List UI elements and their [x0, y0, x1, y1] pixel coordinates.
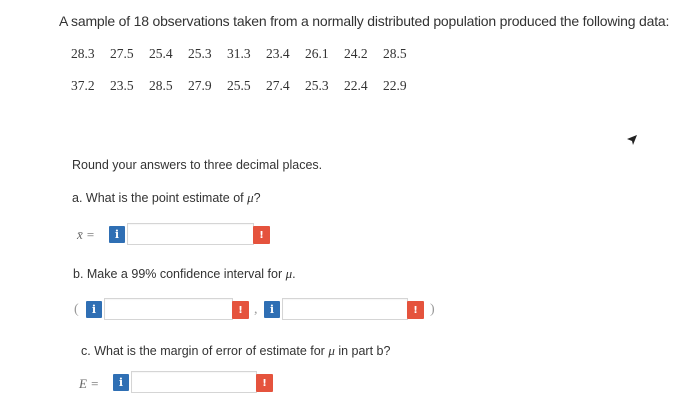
open-paren: (	[74, 302, 79, 317]
data-row-2	[71, 78, 422, 94]
data-value: 28.5	[383, 46, 407, 61]
data-value: 31.3	[227, 46, 251, 61]
warning-icon: !	[232, 301, 249, 319]
close-paren: )	[430, 302, 435, 317]
data-value: 22.4	[344, 78, 368, 93]
data-value: 25.3	[188, 46, 212, 61]
ci-upper-input[interactable]	[282, 298, 408, 320]
data-value: 25.4	[149, 46, 173, 61]
question-b-suffix: .	[292, 267, 296, 281]
question-c-label: c. What is the margin of error of estimate for	[81, 344, 329, 358]
data-value: 26.1	[305, 46, 329, 61]
info-icon[interactable]: i	[86, 301, 102, 318]
info-icon[interactable]: i	[109, 226, 125, 243]
mu-symbol: μ	[247, 190, 254, 205]
data-value: 37.2	[71, 78, 95, 93]
question-a-suffix: ?	[253, 191, 261, 205]
data-value: 23.4	[266, 46, 290, 61]
xbar-label: x̄ =	[77, 227, 95, 242]
info-icon[interactable]: i	[113, 374, 129, 391]
question-c	[81, 343, 390, 359]
xbar-input[interactable]	[127, 223, 254, 245]
data-value: 27.9	[188, 78, 212, 93]
info-icon[interactable]: i	[264, 301, 280, 318]
data-value: 24.2	[344, 46, 368, 61]
data-value: 28.5	[149, 78, 173, 93]
mouse-cursor-icon	[626, 134, 638, 146]
data-value: 27.5	[110, 46, 134, 61]
warning-icon: !	[253, 226, 270, 244]
data-value: 25.3	[305, 78, 329, 93]
data-value: 22.9	[383, 78, 407, 93]
data-value: 25.5	[227, 78, 251, 93]
margin-label: E =	[79, 376, 99, 391]
data-value: 27.4	[266, 78, 290, 93]
question-a-label: a. What is the point estimate of	[72, 191, 248, 205]
ci-lower-input[interactable]	[104, 298, 233, 320]
question-c-suffix: in part b?	[334, 344, 391, 358]
problem-intro: A sample of 18 observations taken from a normally distributed population produced the following data:	[59, 13, 670, 29]
warning-icon: !	[256, 374, 273, 392]
mu-symbol: μ	[328, 343, 335, 358]
mu-symbol: μ	[285, 266, 293, 281]
round-instruction: Round your answers to three decimal places.	[72, 158, 323, 172]
question-b	[73, 266, 296, 282]
interval-comma: ,	[254, 302, 258, 317]
question-b-label: b. Make a 99% confidence interval for	[73, 267, 286, 281]
data-value: 28.3	[71, 46, 95, 61]
warning-icon: !	[407, 301, 424, 319]
data-row-1	[71, 46, 422, 62]
question-a	[72, 190, 261, 206]
data-value: 23.5	[110, 78, 134, 93]
margin-input[interactable]	[131, 371, 257, 393]
